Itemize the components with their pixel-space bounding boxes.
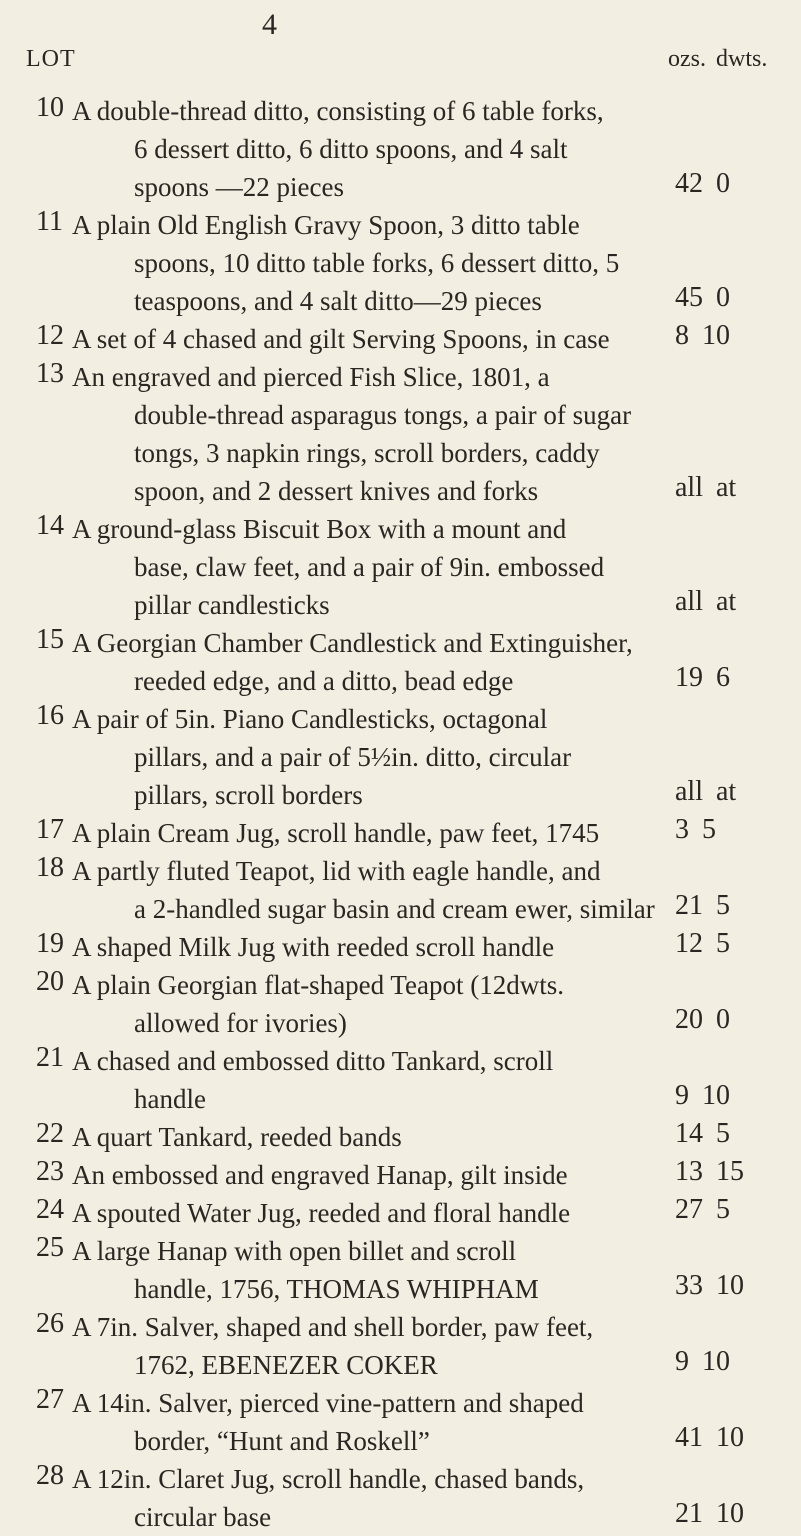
lot-number: 28 [36,1460,64,1491]
lot-number: 24 [36,1194,64,1225]
lot-number: 16 [36,700,64,731]
lot-description [72,92,657,206]
lot-number: 17 [36,814,64,845]
lot-entry [0,624,801,700]
lot-description [72,1232,657,1308]
lot-description [72,624,657,700]
lot-description [72,510,657,624]
description-line: A plain Georgian flat-shaped Teapot (12dwts. [72,970,564,1000]
lot-entry [0,928,801,966]
lot-description [72,320,657,358]
lot-weight: 21 5 [675,890,730,921]
description-line: A double-thread ditto, consisting of 6 table forks, [72,96,604,126]
lot-weight: 33 10 [675,1270,744,1301]
lot-number: 18 [36,852,64,883]
lot-entry [0,92,801,206]
description-line: double-thread asparagus tongs, a pair of sugar [134,400,632,430]
description-line: A plain Cream Jug, scroll handle, paw feet, 1745 [72,818,600,848]
description-line: a 2-handled sugar basin and cream ewer, similar [134,894,655,924]
lot-description [72,1194,657,1232]
description-line: handle, 1756, THOMAS WHIPHAM [134,1274,539,1304]
description-line: spoon, and 2 dessert knives and forks [134,476,539,506]
description-line: An embossed and engraved Hanap, gilt inside [72,1160,568,1190]
description-line: An engraved and pierced Fish Slice, 1801, a [72,362,550,392]
page-number: 4 [262,8,277,41]
description-line: base, claw feet, and a pair of 9in. embossed [134,552,605,582]
lot-entry [0,320,801,358]
lot-entry [0,700,801,814]
lot-number: 10 [36,92,64,123]
lot-number: 13 [36,358,64,389]
lot-entry [0,852,801,928]
description-line: 1762, EBENEZER COKER [134,1350,438,1380]
lot-number: 12 [36,320,64,351]
lot-weight: all at [675,472,737,503]
description-line: A spouted Water Jug, reeded and floral handle [72,1198,571,1228]
lot-weight: all at [675,776,737,807]
description-line: spoons —22 pieces [134,172,344,202]
lot-description [72,1156,657,1194]
lot-number: 26 [36,1308,64,1339]
lot-number: 20 [36,966,64,997]
lot-weight: 9 10 [675,1346,730,1377]
lot-entry [0,966,801,1042]
lot-number: 19 [36,928,64,959]
lot-number: 14 [36,510,64,541]
description-line: spoons, 10 ditto table forks, 6 dessert ditto, 5 [134,248,620,278]
lot-entry [0,1042,801,1118]
lot-weight: 19 6 [675,662,730,693]
lot-weight: 20 0 [675,1004,730,1035]
description-line: 6 dessert ditto, 6 ditto spoons, and 4 salt [134,134,568,164]
lot-weight: 3 5 [675,814,716,845]
description-line: pillars, scroll borders [134,780,363,810]
description-line: A chased and embossed ditto Tankard, scroll [72,1046,554,1076]
lot-entry [0,1194,801,1232]
lot-weight: 41 10 [675,1422,744,1453]
description-line: A 12in. Claret Jug, scroll handle, chased bands, [72,1464,585,1494]
lot-column-header: LOT [26,46,76,72]
lot-number: 27 [36,1384,64,1415]
lot-entry [0,814,801,852]
weight-column-header: ozs. dwts. [668,46,768,72]
lot-entry [0,358,801,510]
lot-entry [0,206,801,320]
description-line: handle [134,1084,206,1114]
description-line: A 14in. Salver, pierced vine-pattern and shaped [72,1388,584,1418]
description-line: border, “Hunt and Roskell” [134,1426,430,1456]
lot-entry [0,1156,801,1194]
description-line: A Georgian Chamber Candlestick and Extinguisher, [72,628,633,658]
lot-description [72,206,657,320]
lot-entry [0,1232,801,1308]
lot-description [72,966,657,1042]
lot-entry [0,1384,801,1460]
lot-number: 23 [36,1156,64,1187]
lot-list [0,92,801,1536]
lot-description [72,1384,657,1460]
description-line: pillar candlesticks [134,590,330,620]
lot-weight: all at [675,586,737,617]
description-line: allowed for ivories) [134,1008,347,1038]
description-line: circular base [134,1502,272,1532]
description-line: A ground-glass Biscuit Box with a mount and [72,514,567,544]
lot-description [72,928,657,966]
description-line: pillars, and a pair of 5½in. ditto, circular [134,742,572,772]
description-line: A 7in. Salver, shaped and shell border, paw feet, [72,1312,594,1342]
lot-weight: 13 15 [675,1156,744,1187]
lot-weight: 14 5 [675,1118,730,1149]
description-line: A shaped Milk Jug with reeded scroll handle [72,932,555,962]
lot-description [72,852,657,928]
lot-description [72,1460,657,1536]
lot-weight: 45 0 [675,282,730,313]
description-line: A pair of 5in. Piano Candlesticks, octagonal [72,704,548,734]
description-line: A large Hanap with open billet and scroll [72,1236,517,1266]
description-line: A quart Tankard, reeded bands [72,1122,402,1152]
lot-number: 21 [36,1042,64,1073]
lot-weight: 12 5 [675,928,730,959]
lot-entry [0,1308,801,1384]
lot-weight: 8 10 [675,320,730,351]
lot-description [72,814,657,852]
lot-description [72,358,657,510]
description-line: tongs, 3 napkin rings, scroll borders, caddy [134,438,600,468]
lot-number: 11 [36,206,63,237]
description-line: teaspoons, and 4 salt ditto—29 pieces [134,286,542,316]
lot-weight: 9 10 [675,1080,730,1111]
lot-number: 22 [36,1118,64,1149]
lot-number: 15 [36,624,64,655]
lot-weight: 21 10 [675,1498,744,1529]
lot-description [72,700,657,814]
description-line: A partly fluted Teapot, lid with eagle handle, and [72,856,601,886]
lot-entry [0,1460,801,1536]
lot-description [72,1042,657,1118]
lot-description [72,1118,657,1156]
lot-entry [0,1118,801,1156]
description-line: reeded edge, and a ditto, bead edge [134,666,514,696]
description-line: A plain Old English Gravy Spoon, 3 ditto table [72,210,580,240]
lot-weight: 42 0 [675,168,730,199]
lot-weight: 27 5 [675,1194,730,1225]
lot-entry [0,510,801,624]
description-line: A set of 4 chased and gilt Serving Spoons, in case [72,324,610,354]
lot-description [72,1308,657,1384]
lot-number: 25 [36,1232,64,1263]
